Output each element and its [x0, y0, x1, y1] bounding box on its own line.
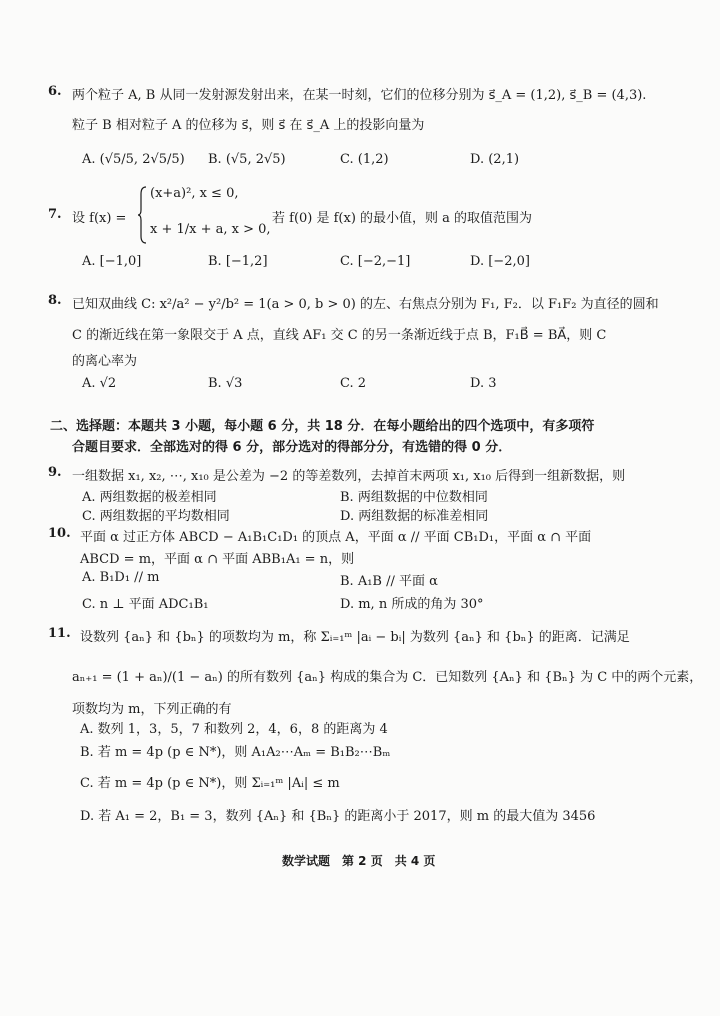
option-b: B. A₁B // 平面 α	[340, 574, 438, 589]
option-a: A. 数列 1，3，5，7 和数列 2，4，6，8 的距离为 4	[80, 722, 388, 737]
question-11-line-3: 项数均为 m，下列正确的有	[72, 702, 232, 717]
question-8-line-2: C 的渐近线在第一象限交于 A 点，直线 AF₁ 交 C 的另一条渐近线于点 B，F₁B⃗ = BA⃗，则 C	[72, 328, 607, 343]
option-c: C. 若 m = 4p (p ∈ N*)，则 Σᵢ₌₁ᵐ |Aᵢ| ≤ m	[80, 776, 340, 791]
option-c: C. 2	[340, 376, 367, 391]
option-c: C. 两组数据的平均数相同	[82, 509, 230, 524]
question-8-line-3: 的离心率为	[72, 354, 138, 369]
section-heading-line-2: 合题目要求．全部选对的得 6 分，部分选对的得部分分，有选错的得 0 分．	[72, 440, 512, 455]
section-heading: 二、选择题：本题共 3 小题，每小题 6 分，共 18 分．在每小题给出的四个选项中，有多项符	[50, 419, 595, 434]
option-d: D. (2,1)	[470, 152, 520, 167]
page-footer: 数学试题 第 2 页 共 4 页	[282, 854, 436, 868]
option-d: D. [−2,0]	[470, 254, 530, 269]
question-8-line-1: 已知双曲线 C: x²/a² − y²/b² = 1(a > 0, b > 0) 的左、右焦点分别为 F₁, F₂．以 F₁F₂ 为直径的圆和	[72, 297, 659, 312]
option-d: D. m, n 所成的角为 30°	[340, 597, 484, 612]
option-c: C. [−2,−1]	[340, 254, 411, 269]
option-b: B. (√5, 2√5)	[208, 152, 286, 167]
option-a: A. [−1,0]	[82, 254, 142, 269]
option-b: B. [−1,2]	[208, 254, 268, 269]
question-number: 11.	[48, 626, 71, 641]
brace-icon	[137, 186, 147, 244]
question-7-prefix: 设 f(x) =	[72, 211, 127, 226]
question-11-line-2: aₙ₊₁ = (1 + aₙ)/(1 − aₙ) 的所有数列 {aₙ} 构成的集合为 C．已知数列 {Aₙ} 和 {Bₙ} 为 C 中的两个元素，	[72, 670, 703, 685]
option-d: D. 两组数据的标准差相同	[340, 509, 489, 524]
question-10-line-1: 平面 α 过正方体 ABCD − A₁B₁C₁D₁ 的顶点 A，平面 α // 平面 CB₁D₁，平面 α ∩ 平面	[80, 530, 592, 545]
option-b: B. 两组数据的中位数相同	[340, 490, 488, 505]
question-number: 10.	[48, 526, 71, 541]
option-b: B. √3	[208, 376, 243, 391]
question-6-line-1: 两个粒子 A, B 从同一发射源发射出来，在某一时刻，它们的位移分别为 s⃗_A = (1,2), s⃗_B = (4,3).	[72, 88, 647, 103]
question-7-suffix: 若 f(0) 是 f(x) 的最小值，则 a 的取值范围为	[272, 211, 533, 226]
question-11-line-1: 设数列 {aₙ} 和 {bₙ} 的项数均为 m，称 Σᵢ₌₁ᵐ |aᵢ − bᵢ| 为数列 {aₙ} 和 {bₙ} 的距离．记满足	[80, 630, 630, 645]
option-c: C. n ⊥ 平面 ADC₁B₁	[82, 597, 209, 612]
question-10-line-2: ABCD = m，平面 α ∩ 平面 ABB₁A₁ = n，则	[80, 552, 355, 567]
question-9-stem: 一组数据 x₁, x₂, ⋯, x₁₀ 是公差为 −2 的等差数列，去掉首末两项 x₁, x₁₀ 后得到一组新数据，则	[72, 469, 626, 484]
question-number: 7.	[48, 207, 62, 222]
piecewise-case-2: x + 1/x + a, x > 0,	[150, 222, 271, 237]
option-c: C. (1,2)	[340, 152, 389, 167]
question-6-line-2: 粒子 B 相对粒子 A 的位移为 s⃗，则 s⃗ 在 s⃗_A 上的投影向量为	[72, 118, 425, 133]
option-b: B. 若 m = 4p (p ∈ N*)，则 A₁A₂⋯Aₘ = B₁B₂⋯Bₘ	[80, 745, 391, 760]
question-number: 9.	[48, 465, 62, 480]
option-a: A. (√5/5, 2√5/5)	[82, 152, 185, 167]
piecewise-case-1: (x+a)², x ≤ 0,	[150, 186, 239, 201]
question-number: 8.	[48, 293, 62, 308]
option-a: A. B₁D₁ // m	[82, 570, 160, 585]
option-d: D. 若 A₁ = 2，B₁ = 3，数列 {Aₙ} 和 {Bₙ} 的距离小于 2017，则 m 的最大值为 3456	[80, 809, 596, 824]
option-d: D. 3	[470, 376, 497, 391]
option-a: A. 两组数据的极差相同	[82, 490, 217, 505]
question-number: 6.	[48, 84, 62, 99]
option-a: A. √2	[82, 376, 117, 391]
